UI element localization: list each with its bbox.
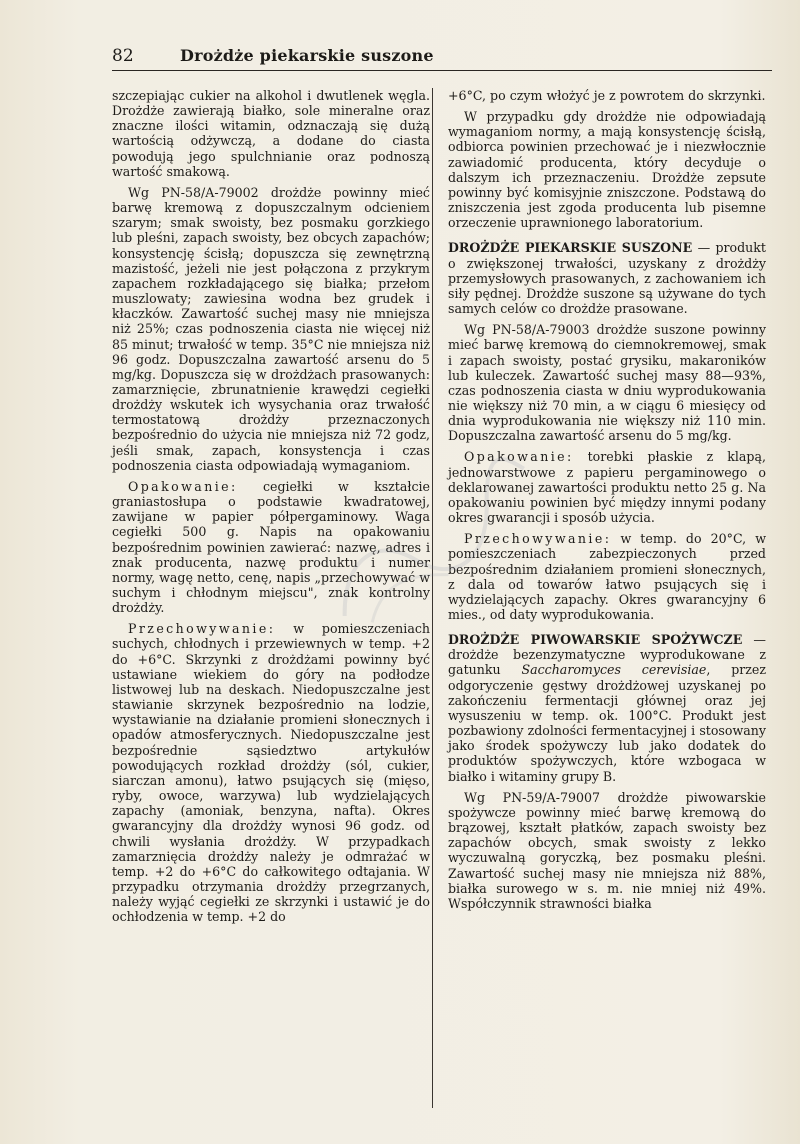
entry-headword: DROŻDŻE PIWOWARSKIE SPOŻYWCZE xyxy=(448,632,743,648)
section-label: Przechowywanie: xyxy=(128,621,276,637)
paragraph: Wg PN-59/A-79007 drożdże piwowarskie spożywcze powinny mieć barwę kremową do brązowej, kształt płatków, zapach swoisty bez zapachów obcych, smak swoisty z lekko wyczuwalną goryczką, bez posmaku pleśni. Zawartość suchej masy nie mniejsza niż 88%, białka surowego w s. m. nie mniej niż 49%. Współczynnik strawności białka xyxy=(448,789,766,911)
dictionary-entry xyxy=(448,632,766,784)
section-label: Przechowywanie: xyxy=(464,531,612,547)
paragraph-text: cegiełki w kształcie graniastosłupa o podstawie kwadratowej, zawijane w papier półpergaminowy. Waga cegiełki 500 g. Napis na opakowaniu bezpośrednim powinien zawierać: nazwę, adres i znak producenta, nazwę produktu i numer normy, wagę netto, cenę, napis „przechowywać w suchym i chłodnym miejscu", znak kontrolny drożdży. xyxy=(112,478,430,616)
entry-text: , przez odgoryczenie gęstwy drożdżowej uzyskanej po zakończeniu fermentacji głównej oraz jej wysuszeniu w temp. ok. 100°C. Produkt jest pozbawiony zdolności fermentacyjnej i stosowany jako środek spożywczy lub jako dodatek do produktów spożywczych, które wzbogaca w białko i witaminy grupy B. xyxy=(448,662,766,784)
entry-text: — drożdże bezenzymatyczne wyprodukowane z gatunku xyxy=(448,632,766,678)
entry-headword: DROŻDŻE PIEKARSKIE SUSZONE xyxy=(448,240,693,256)
paragraph-text: w pomieszczeniach suchych, chłodnych i przewiewnych w temp. +2 do +6°C. Skrzynki z drożdżami powinny być ustawiane wiekiem do góry na podłodze listwowej lub na deskach. Niedopuszczalne jest stawianie skrzynek bezpośrednio na lodzie, wystawianie na działanie promieni słonecznych i opadów atmosferycznych. Niedopuszczalne jest bezpośrednie sąsiedztwo artykułów powodujących rozkład drożdży (sól, cukier, siarczan amonu), łatwo psujących się (mięso, ryby, owoce, warzywa) lub wydzielających zapachy (amoniak, benzyna, nafta). Okres gwarancyjny dla drożdży wynosi 96 godz. od chwili wysłania drożdży. W przypadkach zamarznięcia drożdży należy je odmrażać w temp. +2 do +6°C do całkowitego odtajania. W przypadku otrzymania drożdży przegrzanych, należy wyjąć cegiełki ze skrzynki i ustawić je do ochłodzenia w temp. +2 do xyxy=(112,621,430,925)
section-label: Opakowanie: xyxy=(464,449,574,465)
paragraph: W przypadku gdy drożdże nie odpowiadają wymaganiom normy, a mają konsystencję ścisłą, odbiorca powinien przechować je i niezwłocznie zawiadomić producenta, który decyduje o dalszym ich przeznaczeniu. Drożdże zepsute powinny być komisyjnie zniszczone. Podstawą do zniszczenia jest zgoda producenta lub pisemne orzeczenie uprawnionego laboratorium. xyxy=(448,109,766,231)
entry-text: — produkt o zwiększonej trwałości, uzyskany z drożdży przemysłowych prasowanych, z zachowaniem ich siły pędnej. Drożdże suszone są używane do tych samych celów co drożdże prasowane. xyxy=(448,240,766,317)
paragraph-text: w temp. do 20°C, w pomieszczeniach zabezpieczonych przed bezpośrednim działaniem promieni słonecznych, z dala od towarów łatwo psujących się i wydzielających zapachy. Okres gwarancyjny 6 mies., od daty wyprodukowania. xyxy=(448,531,767,622)
paragraph: Wg PN-58/A-79003 drożdże suszone powinny mieć barwę kremową do ciemnokremowej, smak i zapach swoisty, postać grysiku, makaroników lub kuleczek. Zawartość suchej masy 88—93%, czas podnoszenia ciasta w dniu wyprodukowania nie większy niż 70 min, a w ciągu 6 miesięcy od dnia wyprodukowania nie większy niż 110 min. Dopuszczalna zawartość arsenu do 5 mg/kg. xyxy=(448,322,766,444)
paragraph: szczepiając cukier na alkohol i dwutlenek węgla. Drożdże zawierają białko, sole mineralne oraz znaczne ilości witamin, odznaczają się dużą wartością odżywczą, a dodane do ciasta powodują jego spulchnianie oraz podnoszą wartość smakową. xyxy=(112,88,430,179)
left-column xyxy=(112,88,430,930)
running-title: Drożdże piekarskie suszone xyxy=(180,46,434,65)
dictionary-entry xyxy=(448,240,766,316)
paragraph: +6°C, po czym włożyć je z powrotem do skrzynki. xyxy=(448,88,766,103)
paragraph xyxy=(112,621,430,924)
page-number: 82 xyxy=(112,46,134,66)
paragraph xyxy=(448,449,766,525)
species-name: Saccharomyces cerevisiae xyxy=(521,662,707,678)
paragraph xyxy=(112,479,430,615)
section-label: Opakowanie: xyxy=(128,478,238,494)
running-header xyxy=(112,44,772,71)
column-divider xyxy=(432,88,433,1108)
paragraph-text: torebki płaskie z klapą, jednowarstwowe z papieru pergaminowego o deklarowanej zawartości produktu netto 25 g. Na opakowaniu powinien być między innymi podany okres gwarancji i sposób użycia. xyxy=(448,449,766,526)
paragraph: Wg PN-58/A-79002 drożdże powinny mieć barwę kremową z dopuszczalnym odcieniem szarym; smak swoisty, bez posmaku gorzkiego lub pleśni, zapach swoisty, bez obcych zapachów; konsystencję ścisłą; dopuszcza się zewnętrzną mazistość, jeżeli nie jest połączona z przykrym zapachem rozkładającego się białka; przełom muszlowaty; zawiesina wodna bez grudek i kłaczków. Zawartość suchej masy nie mniejsza niż 25%; czas podnoszenia ciasta nie więcej niż 85 minut; trwałość w temp. 35°C nie mniejsza niż 96 godz. Dopuszczalna zawartość arsenu do 5 mg/kg. Dopuszcza się w drożdżach prasowanych: zamarznięcie, zbrunatnienie krawędzi cegiełki drożdży wskutek ich wysychania oraz trwałość termostatową drożdży przeznaczonych bezpośrednio do użycia nie mniejsza niż 72 godz, jeśli smak, zapach, konsystencja i czas podnoszenia ciasta odpowiadają wymaganiom. xyxy=(112,184,430,473)
paragraph xyxy=(448,531,766,622)
right-column xyxy=(448,88,766,917)
